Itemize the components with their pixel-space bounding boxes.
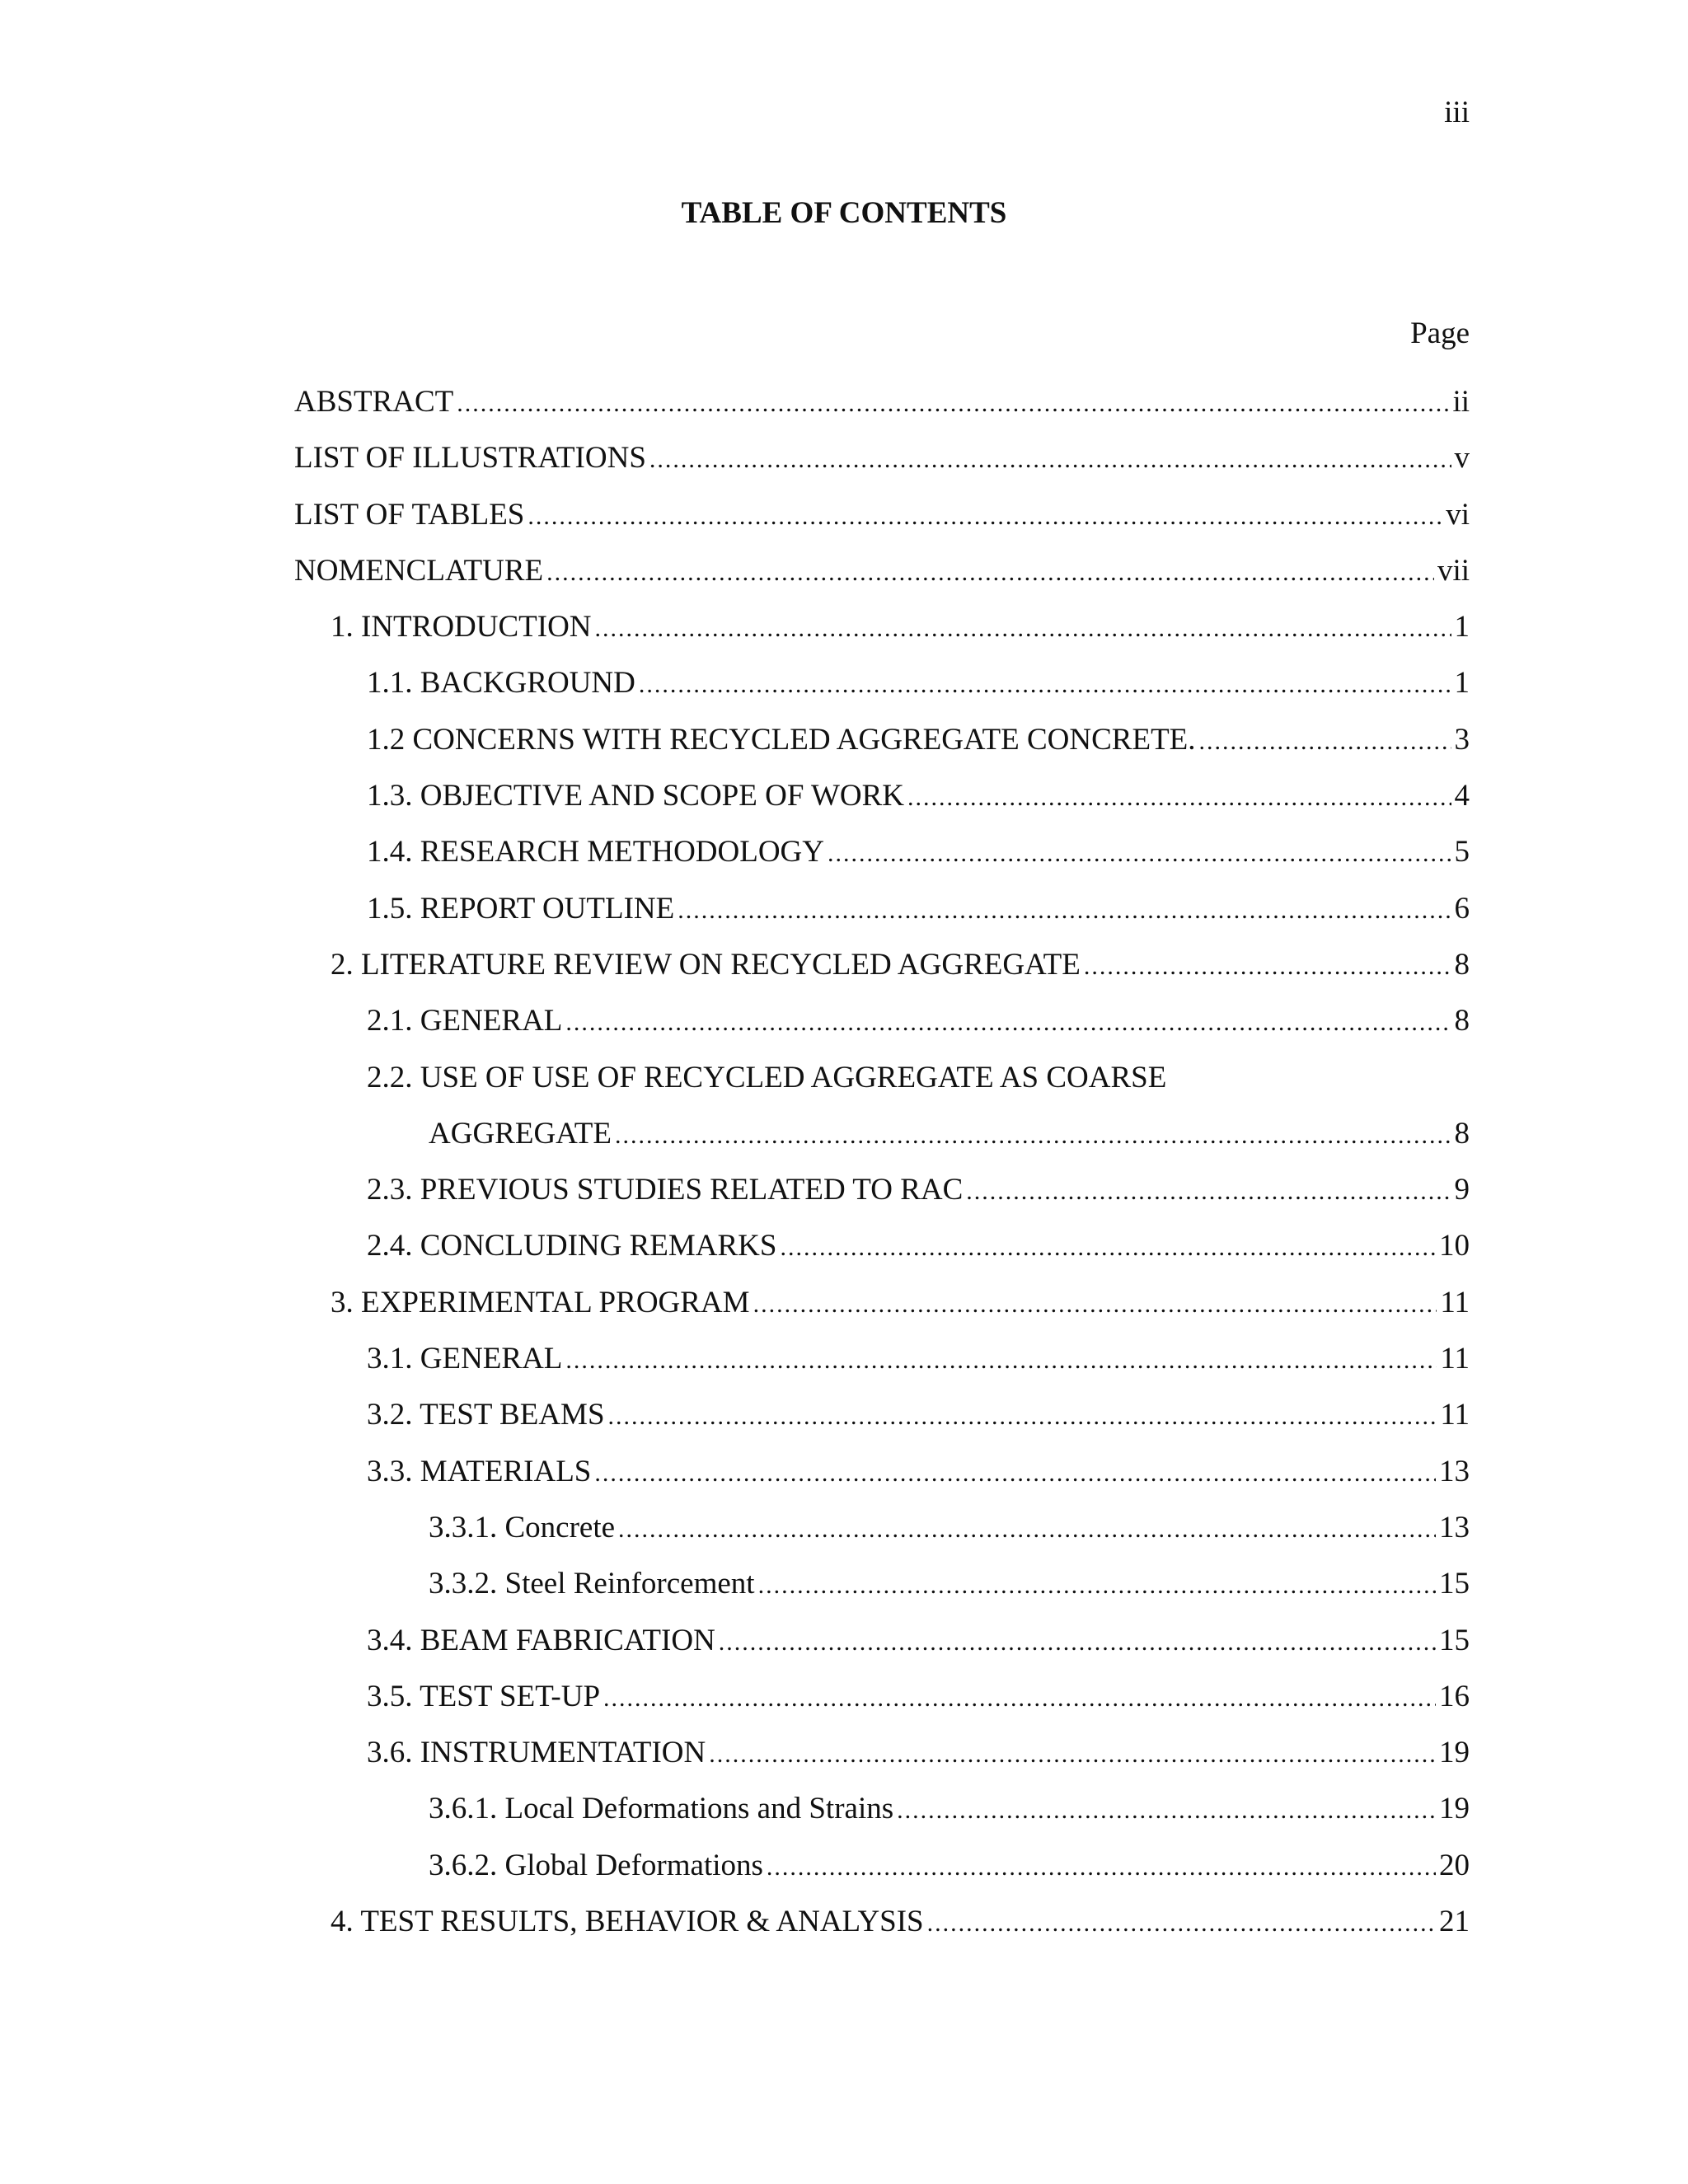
dot-leader: [897, 1783, 1436, 1837]
toc-entry-page: 11: [1440, 1398, 1470, 1432]
toc-entry-page: 5: [1454, 835, 1470, 869]
toc-entry-general-3-1[interactable]: [294, 1331, 1470, 1387]
toc-entry-global-deformations[interactable]: [294, 1838, 1470, 1894]
toc-entry-page: 8: [1454, 1004, 1470, 1038]
toc-entry-test-beams[interactable]: [294, 1387, 1470, 1443]
toc-entry-beam-fabrication[interactable]: [294, 1613, 1470, 1669]
toc-entry-page: 11: [1440, 1342, 1470, 1376]
toc-entry-label: ABSTRACT: [294, 385, 454, 419]
toc-entry-page: 16: [1439, 1679, 1470, 1713]
toc-entry-test-set-up[interactable]: [294, 1669, 1470, 1725]
toc-entry-label: 1.4. RESEARCH METHODOLOGY: [367, 835, 824, 869]
dot-leader: [780, 1220, 1436, 1274]
dot-leader: [767, 1840, 1436, 1894]
toc-entry-continuation: [367, 1106, 1470, 1162]
page-number: iii: [1444, 96, 1470, 129]
toc-entry-experimental-program[interactable]: [294, 1275, 1470, 1331]
toc-entry-label: LIST OF ILLUSTRATIONS: [294, 441, 646, 476]
dot-leader: [1199, 714, 1451, 768]
toc-entry-instrumentation[interactable]: [294, 1725, 1470, 1781]
toc-entry-page: 19: [1439, 1736, 1470, 1770]
dot-leader: [528, 489, 1442, 543]
dot-leader: [618, 1502, 1436, 1556]
dot-leader: [966, 1164, 1451, 1218]
toc-entry-page: 15: [1439, 1623, 1470, 1657]
toc-entry-label-continued: AGGREGATE: [429, 1116, 612, 1151]
dot-leader: [753, 1277, 1437, 1331]
toc-entry-test-results[interactable]: [294, 1894, 1470, 1950]
toc-entry-page: 8: [1454, 1116, 1470, 1151]
toc-entry-list-of-tables[interactable]: [294, 487, 1470, 543]
toc-entry-page: 3: [1454, 722, 1470, 757]
toc-entry-label: 3.6.2. Global Deformations: [429, 1848, 763, 1882]
dot-leader: [758, 1558, 1436, 1612]
toc-entry-label: NOMENCLATURE: [294, 553, 544, 588]
toc-entry-steel-reinforcement[interactable]: [294, 1556, 1470, 1612]
toc-entry-general-2-1[interactable]: [294, 993, 1470, 1049]
toc-entry-page: 19: [1439, 1792, 1470, 1826]
toc-entry-concluding-remarks[interactable]: [294, 1218, 1470, 1274]
toc-entry-label: 3.3.1. Concrete: [429, 1510, 616, 1544]
toc-entry-introduction[interactable]: [294, 599, 1470, 655]
toc-entry-page: 13: [1439, 1454, 1470, 1488]
toc-entry-local-deformations[interactable]: [294, 1781, 1470, 1837]
toc-entry-page: ii: [1452, 385, 1470, 419]
toc-entry-list-of-illustrations[interactable]: [294, 430, 1470, 486]
dot-leader: [615, 1108, 1451, 1162]
dot-leader: [649, 432, 1451, 486]
toc-entry-label: 1.1. BACKGROUND: [367, 666, 635, 701]
toc-entry-abstract[interactable]: [294, 374, 1470, 430]
toc-entry-page: 11: [1440, 1285, 1470, 1319]
dot-leader: [1084, 939, 1451, 993]
toc-entry-label: 1.3. OBJECTIVE AND SCOPE OF WORK: [367, 779, 905, 813]
toc-entry-label: 2. LITERATURE REVIEW ON RECYCLED AGGREGATE: [331, 947, 1081, 982]
toc-entry-page: 9: [1454, 1173, 1470, 1207]
toc-entry-label: 3.1. GENERAL: [367, 1342, 563, 1376]
dot-leader: [907, 770, 1451, 824]
toc-entry-page: 13: [1439, 1510, 1470, 1544]
toc-entry-page: vi: [1446, 497, 1470, 532]
toc-entry-materials[interactable]: [294, 1444, 1470, 1500]
toc-entry-page: v: [1454, 441, 1470, 476]
toc-entry-page: 1: [1454, 610, 1470, 644]
toc-entry-background[interactable]: [294, 655, 1470, 711]
toc-entry-label: 3.3. MATERIALS: [367, 1454, 592, 1488]
toc-entry-label: 4. TEST RESULTS, BEHAVIOR & ANALYSIS: [331, 1905, 924, 1939]
toc-entry-report-outline[interactable]: [294, 881, 1470, 937]
toc-entry-label: 2.4. CONCLUDING REMARKS: [367, 1229, 777, 1263]
dot-leader: [594, 1446, 1436, 1500]
toc-entry-literature-review[interactable]: [294, 937, 1470, 993]
toc-entry-label: 1.2 CONCERNS WITH RECYCLED AGGREGATE CONCRETE.: [367, 722, 1196, 757]
toc-entry-concrete[interactable]: [294, 1500, 1470, 1556]
dot-leader: [828, 826, 1451, 880]
dot-leader: [639, 657, 1451, 711]
toc-entry-label: 3.5. TEST SET-UP: [367, 1679, 601, 1713]
toc-entry-label: LIST OF TABLES: [294, 497, 525, 532]
toc-list: [294, 374, 1470, 1950]
toc-entry-previous-studies[interactable]: [294, 1162, 1470, 1218]
toc-entry-label: 1. INTRODUCTION: [331, 610, 592, 644]
toc-entry-page: vii: [1437, 553, 1470, 588]
dot-leader: [719, 1615, 1436, 1669]
toc-entry-research-methodology[interactable]: [294, 824, 1470, 880]
dot-leader: [608, 1389, 1437, 1443]
toc-entry-page: 1: [1454, 666, 1470, 701]
dot-leader: [603, 1671, 1436, 1725]
toc-entry-objective-scope[interactable]: [294, 768, 1470, 824]
toc-entry-label: 3. EXPERIMENTAL PROGRAM: [331, 1285, 750, 1319]
page-title: TABLE OF CONTENTS: [681, 196, 1007, 230]
toc-entry-label: 3.3.2. Steel Reinforcement: [429, 1567, 755, 1601]
dot-leader: [709, 1727, 1436, 1781]
dot-leader: [678, 883, 1451, 937]
dot-leader: [457, 376, 1449, 430]
toc-entry-label: 3.6. INSTRUMENTATION: [367, 1736, 706, 1770]
toc-entry-page: 8: [1454, 947, 1470, 982]
toc-entry-nomenclature[interactable]: [294, 543, 1470, 599]
toc-entry-page: 6: [1454, 891, 1470, 926]
toc-entry-page: 21: [1439, 1905, 1470, 1939]
page-column-header: Page: [1410, 316, 1470, 350]
toc-entry-use-of-recycled-aggregate[interactable]: [294, 1050, 1470, 1163]
toc-entry-label: 1.5. REPORT OUTLINE: [367, 891, 675, 926]
toc-entry-concerns[interactable]: [294, 712, 1470, 768]
toc-entry-label: 3.4. BEAM FABRICATION: [367, 1623, 715, 1657]
dot-leader: [927, 1896, 1436, 1950]
dot-leader: [565, 1333, 1437, 1387]
toc-entry-label: 2.2. USE OF USE OF RECYCLED AGGREGATE AS COARSE: [367, 1060, 1167, 1094]
dot-leader: [546, 545, 1434, 599]
toc-entry-page: 15: [1439, 1567, 1470, 1601]
dot-leader: [565, 995, 1451, 1049]
toc-entry-label: 3.2. TEST BEAMS: [367, 1398, 605, 1432]
toc-entry-label: 2.3. PREVIOUS STUDIES RELATED TO RAC: [367, 1173, 964, 1207]
toc-entry-page: 10: [1439, 1229, 1470, 1263]
dot-leader: [595, 601, 1451, 655]
toc-entry-page: 4: [1454, 779, 1470, 813]
toc-entry-label: 2.1. GENERAL: [367, 1004, 563, 1038]
toc-entry-label: 3.6.1. Local Deformations and Strains: [429, 1792, 894, 1826]
toc-entry-page: 20: [1439, 1848, 1470, 1882]
